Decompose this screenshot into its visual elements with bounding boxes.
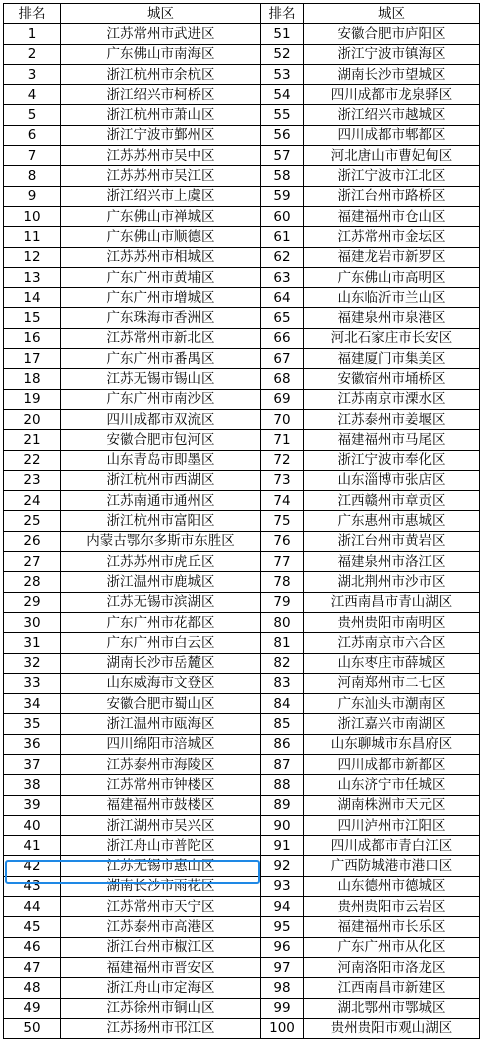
district-cell: 安徽宿州市埇桥区 xyxy=(304,369,480,389)
rank-cell: 26 xyxy=(4,531,61,551)
rank-cell: 2 xyxy=(4,44,61,64)
district-cell: 江苏泰州市姜堰区 xyxy=(304,409,480,429)
district-cell: 广东广州市南沙区 xyxy=(61,389,261,409)
rank-cell: 30 xyxy=(4,612,61,632)
rank-cell: 75 xyxy=(261,511,304,531)
district-cell: 浙江嘉兴市南湖区 xyxy=(304,714,480,734)
rank-cell: 93 xyxy=(261,876,304,896)
district-cell: 河北石家庄市长安区 xyxy=(304,328,480,348)
district-cell: 江苏徐州市铜山区 xyxy=(61,998,261,1018)
rank-cell: 86 xyxy=(261,734,304,754)
table-row xyxy=(4,409,480,429)
district-cell: 浙江台州市椒江区 xyxy=(61,937,261,957)
rank-cell: 87 xyxy=(261,754,304,774)
district-cell: 江苏苏州市相城区 xyxy=(61,247,261,267)
table-row xyxy=(4,917,480,937)
district-cell: 浙江杭州市余杭区 xyxy=(61,64,261,84)
district-cell: 山东德州市德城区 xyxy=(304,876,480,896)
district-cell: 浙江杭州市富阳区 xyxy=(61,511,261,531)
district-cell: 浙江宁波市奉化区 xyxy=(304,450,480,470)
district-cell: 江苏常州市金坛区 xyxy=(304,227,480,247)
rank-cell: 78 xyxy=(261,572,304,592)
rank-cell: 94 xyxy=(261,897,304,917)
table-row xyxy=(4,876,480,896)
rank-cell: 77 xyxy=(261,552,304,572)
district-cell: 福建福州市仓山区 xyxy=(304,206,480,226)
rank-cell: 19 xyxy=(4,389,61,409)
district-cell: 浙江绍兴市越城区 xyxy=(304,105,480,125)
rank-header: 排名 xyxy=(4,4,61,24)
table-row xyxy=(4,64,480,84)
district-cell: 江西赣州市章贡区 xyxy=(304,491,480,511)
district-cell: 广东佛山市禅城区 xyxy=(61,206,261,226)
rank-cell: 72 xyxy=(261,450,304,470)
rank-cell: 46 xyxy=(4,937,61,957)
district-cell: 湖北鄂州市鄂城区 xyxy=(304,998,480,1018)
district-cell: 四川成都市新都区 xyxy=(304,754,480,774)
rank-cell: 88 xyxy=(261,775,304,795)
rank-cell: 29 xyxy=(4,592,61,612)
rank-cell: 65 xyxy=(261,308,304,328)
district-cell: 福建厦门市集美区 xyxy=(304,349,480,369)
rank-cell: 1 xyxy=(4,24,61,44)
rank-cell: 4 xyxy=(4,85,61,105)
district-cell: 浙江杭州市萧山区 xyxy=(61,105,261,125)
rank-cell: 41 xyxy=(4,836,61,856)
district-cell: 山东淄博市张店区 xyxy=(304,470,480,490)
rank-cell: 42 xyxy=(4,856,61,876)
rank-header: 排名 xyxy=(261,4,304,24)
rank-cell: 83 xyxy=(261,673,304,693)
table-row xyxy=(4,491,480,511)
district-cell: 河南郑州市二七区 xyxy=(304,673,480,693)
rank-cell: 62 xyxy=(261,247,304,267)
rank-cell: 28 xyxy=(4,572,61,592)
rank-cell: 13 xyxy=(4,267,61,287)
district-cell: 福建泉州市洛江区 xyxy=(304,552,480,572)
table-row xyxy=(4,592,480,612)
district-cell: 浙江绍兴市上虞区 xyxy=(61,186,261,206)
district-cell: 广东广州市白云区 xyxy=(61,633,261,653)
rank-cell: 12 xyxy=(4,247,61,267)
rank-cell: 6 xyxy=(4,125,61,145)
table-row xyxy=(4,694,480,714)
rank-cell: 71 xyxy=(261,430,304,450)
district-cell: 四川泸州市江阳区 xyxy=(304,815,480,835)
table-row xyxy=(4,836,480,856)
table-row xyxy=(4,815,480,835)
district-cell: 江苏南京市溧水区 xyxy=(304,389,480,409)
district-cell: 浙江舟山市普陀区 xyxy=(61,836,261,856)
rank-cell: 91 xyxy=(261,836,304,856)
district-cell: 四川成都市郫都区 xyxy=(304,125,480,145)
district-cell: 贵州贵阳市云岩区 xyxy=(304,897,480,917)
table-row xyxy=(4,856,480,876)
table-row xyxy=(4,288,480,308)
table-row xyxy=(4,349,480,369)
district-cell: 山东青岛市即墨区 xyxy=(61,450,261,470)
district-cell: 贵州贵阳市南明区 xyxy=(304,612,480,632)
ranking-table xyxy=(3,3,480,1039)
table-row xyxy=(4,673,480,693)
rank-cell: 90 xyxy=(261,815,304,835)
district-cell: 四川成都市龙泉驿区 xyxy=(304,85,480,105)
district-cell: 浙江湖州市吴兴区 xyxy=(61,815,261,835)
rank-cell: 57 xyxy=(261,146,304,166)
table-row xyxy=(4,247,480,267)
table-row xyxy=(4,653,480,673)
district-cell: 浙江绍兴市柯桥区 xyxy=(61,85,261,105)
table-row xyxy=(4,308,480,328)
district-cell: 福建龙岩市新罗区 xyxy=(304,247,480,267)
rank-cell: 98 xyxy=(261,978,304,998)
rank-cell: 3 xyxy=(4,64,61,84)
district-cell: 安徽合肥市蜀山区 xyxy=(61,694,261,714)
rank-cell: 56 xyxy=(261,125,304,145)
rank-cell: 14 xyxy=(4,288,61,308)
rank-cell: 7 xyxy=(4,146,61,166)
district-cell: 广东广州市番禺区 xyxy=(61,349,261,369)
table-row xyxy=(4,328,480,348)
rank-cell: 33 xyxy=(4,673,61,693)
rank-cell: 43 xyxy=(4,876,61,896)
rank-cell: 76 xyxy=(261,531,304,551)
table-row xyxy=(4,572,480,592)
table-row xyxy=(4,998,480,1018)
rank-cell: 35 xyxy=(4,714,61,734)
district-cell: 内蒙古鄂尔多斯市东胜区 xyxy=(61,531,261,551)
district-cell: 广东广州市花都区 xyxy=(61,612,261,632)
rank-cell: 9 xyxy=(4,186,61,206)
table-row xyxy=(4,227,480,247)
table-row xyxy=(4,430,480,450)
rank-cell: 23 xyxy=(4,470,61,490)
rank-cell: 36 xyxy=(4,734,61,754)
rank-cell: 60 xyxy=(261,206,304,226)
table-body xyxy=(4,24,480,1039)
district-cell: 湖北荆州市沙市区 xyxy=(304,572,480,592)
rank-cell: 67 xyxy=(261,349,304,369)
district-cell: 浙江舟山市定海区 xyxy=(61,978,261,998)
rank-cell: 63 xyxy=(261,267,304,287)
rank-cell: 10 xyxy=(4,206,61,226)
rank-cell: 69 xyxy=(261,389,304,409)
district-cell: 江苏扬州市邗江区 xyxy=(61,1018,261,1038)
table-row xyxy=(4,44,480,64)
district-cell: 福建福州市鼓楼区 xyxy=(61,795,261,815)
table-row xyxy=(4,389,480,409)
table-row xyxy=(4,105,480,125)
rank-cell: 89 xyxy=(261,795,304,815)
table-row xyxy=(4,186,480,206)
district-cell: 浙江台州市路桥区 xyxy=(304,186,480,206)
district-cell: 浙江台州市黄岩区 xyxy=(304,531,480,551)
rank-cell: 38 xyxy=(4,775,61,795)
table-row xyxy=(4,206,480,226)
district-header: 城区 xyxy=(61,4,261,24)
district-cell: 江苏苏州市吴中区 xyxy=(61,146,261,166)
district-cell: 山东济宁市任城区 xyxy=(304,775,480,795)
rank-cell: 70 xyxy=(261,409,304,429)
rank-cell: 20 xyxy=(4,409,61,429)
district-cell: 浙江温州市瓯海区 xyxy=(61,714,261,734)
rank-cell: 48 xyxy=(4,978,61,998)
district-cell: 广西防城港市港口区 xyxy=(304,856,480,876)
table-row xyxy=(4,633,480,653)
rank-cell: 17 xyxy=(4,349,61,369)
district-cell: 湖南长沙市望城区 xyxy=(304,64,480,84)
district-cell: 湖南长沙市岳麓区 xyxy=(61,653,261,673)
rank-cell: 80 xyxy=(261,612,304,632)
rank-cell: 34 xyxy=(4,694,61,714)
table-row xyxy=(4,734,480,754)
rank-cell: 18 xyxy=(4,369,61,389)
district-cell: 广东佛山市顺德区 xyxy=(61,227,261,247)
district-cell: 江苏南京市六合区 xyxy=(304,633,480,653)
district-cell: 广东汕头市潮南区 xyxy=(304,694,480,714)
rank-cell: 96 xyxy=(261,937,304,957)
rank-cell: 51 xyxy=(261,24,304,44)
rank-cell: 40 xyxy=(4,815,61,835)
rank-cell: 53 xyxy=(261,64,304,84)
rank-cell: 66 xyxy=(261,328,304,348)
district-cell: 贵州贵阳市观山湖区 xyxy=(304,1018,480,1038)
rank-cell: 73 xyxy=(261,470,304,490)
rank-cell: 97 xyxy=(261,957,304,977)
rank-cell: 50 xyxy=(4,1018,61,1038)
table-header-row xyxy=(4,4,480,24)
district-cell: 四川成都市青白江区 xyxy=(304,836,480,856)
district-cell: 江苏常州市新北区 xyxy=(61,328,261,348)
rank-cell: 16 xyxy=(4,328,61,348)
district-cell: 福建福州市长乐区 xyxy=(304,917,480,937)
district-cell: 江苏无锡市滨湖区 xyxy=(61,592,261,612)
rank-cell: 8 xyxy=(4,166,61,186)
district-cell: 江苏常州市天宁区 xyxy=(61,897,261,917)
district-cell: 山东临沂市兰山区 xyxy=(304,288,480,308)
district-cell: 山东聊城市东昌府区 xyxy=(304,734,480,754)
rank-cell: 15 xyxy=(4,308,61,328)
rank-cell: 58 xyxy=(261,166,304,186)
table-row xyxy=(4,267,480,287)
table-row xyxy=(4,470,480,490)
table-row xyxy=(4,125,480,145)
table-row xyxy=(4,24,480,44)
rank-cell: 81 xyxy=(261,633,304,653)
district-cell: 江西南昌市新建区 xyxy=(304,978,480,998)
district-cell: 广东广州市增城区 xyxy=(61,288,261,308)
rank-cell: 27 xyxy=(4,552,61,572)
rank-cell: 54 xyxy=(261,85,304,105)
district-cell: 安徽合肥市包河区 xyxy=(61,430,261,450)
rank-cell: 39 xyxy=(4,795,61,815)
rank-cell: 44 xyxy=(4,897,61,917)
rank-cell: 32 xyxy=(4,653,61,673)
rank-cell: 100 xyxy=(261,1018,304,1038)
table-row xyxy=(4,754,480,774)
district-cell: 四川绵阳市涪城区 xyxy=(61,734,261,754)
district-cell: 浙江杭州市西湖区 xyxy=(61,470,261,490)
rank-cell: 22 xyxy=(4,450,61,470)
table-row xyxy=(4,166,480,186)
table-row xyxy=(4,146,480,166)
district-cell: 浙江宁波市江北区 xyxy=(304,166,480,186)
rank-cell: 25 xyxy=(4,511,61,531)
rank-cell: 59 xyxy=(261,186,304,206)
table-row xyxy=(4,450,480,470)
district-cell: 山东枣庄市薛城区 xyxy=(304,653,480,673)
table-row xyxy=(4,85,480,105)
district-cell: 江苏常州市武进区 xyxy=(61,24,261,44)
table-row xyxy=(4,552,480,572)
district-cell: 江苏苏州市吴江区 xyxy=(61,166,261,186)
rank-cell: 79 xyxy=(261,592,304,612)
rank-cell: 45 xyxy=(4,917,61,937)
rank-cell: 85 xyxy=(261,714,304,734)
district-cell: 浙江宁波市镇海区 xyxy=(304,44,480,64)
district-cell: 福建福州市晋安区 xyxy=(61,957,261,977)
district-cell: 江苏南通市通州区 xyxy=(61,491,261,511)
district-header: 城区 xyxy=(304,4,480,24)
rank-cell: 47 xyxy=(4,957,61,977)
district-cell: 广东广州市黄埔区 xyxy=(61,267,261,287)
district-cell: 广东珠海市香洲区 xyxy=(61,308,261,328)
district-cell: 四川成都市双流区 xyxy=(61,409,261,429)
table-row xyxy=(4,511,480,531)
table-row xyxy=(4,775,480,795)
rank-cell: 95 xyxy=(261,917,304,937)
table-row xyxy=(4,1018,480,1038)
rank-cell: 11 xyxy=(4,227,61,247)
table-row xyxy=(4,795,480,815)
district-cell: 江苏苏州市虎丘区 xyxy=(61,552,261,572)
district-cell: 安徽合肥市庐阳区 xyxy=(304,24,480,44)
table-row xyxy=(4,897,480,917)
rank-cell: 99 xyxy=(261,998,304,1018)
rank-cell: 21 xyxy=(4,430,61,450)
district-cell: 广东佛山市南海区 xyxy=(61,44,261,64)
rank-cell: 74 xyxy=(261,491,304,511)
district-cell: 江苏常州市钟楼区 xyxy=(61,775,261,795)
district-cell: 广东惠州市惠城区 xyxy=(304,511,480,531)
table-row xyxy=(4,531,480,551)
district-cell: 江苏无锡市锡山区 xyxy=(61,369,261,389)
rank-cell: 55 xyxy=(261,105,304,125)
table-row xyxy=(4,937,480,957)
rank-cell: 49 xyxy=(4,998,61,1018)
district-cell: 广东广州市从化区 xyxy=(304,937,480,957)
rank-cell: 61 xyxy=(261,227,304,247)
district-cell: 江苏泰州市高港区 xyxy=(61,917,261,937)
rank-cell: 5 xyxy=(4,105,61,125)
rank-cell: 84 xyxy=(261,694,304,714)
district-cell: 浙江宁波市鄞州区 xyxy=(61,125,261,145)
rank-cell: 64 xyxy=(261,288,304,308)
district-cell: 福建泉州市泉港区 xyxy=(304,308,480,328)
district-cell: 浙江温州市鹿城区 xyxy=(61,572,261,592)
table-row xyxy=(4,957,480,977)
rank-cell: 52 xyxy=(261,44,304,64)
rank-cell: 31 xyxy=(4,633,61,653)
table-row xyxy=(4,369,480,389)
district-cell: 江苏泰州市海陵区 xyxy=(61,754,261,774)
table-row xyxy=(4,714,480,734)
table-row xyxy=(4,612,480,632)
rank-cell: 37 xyxy=(4,754,61,774)
rank-cell: 82 xyxy=(261,653,304,673)
district-cell: 湖南株洲市天元区 xyxy=(304,795,480,815)
district-cell: 江苏无锡市惠山区 xyxy=(61,856,261,876)
rank-cell: 24 xyxy=(4,491,61,511)
district-cell: 江西南昌市青山湖区 xyxy=(304,592,480,612)
rank-cell: 68 xyxy=(261,369,304,389)
table-row xyxy=(4,978,480,998)
district-cell: 山东威海市文登区 xyxy=(61,673,261,693)
district-cell: 福建福州市马尾区 xyxy=(304,430,480,450)
district-cell: 广东佛山市高明区 xyxy=(304,267,480,287)
district-cell: 湖南长沙市雨花区 xyxy=(61,876,261,896)
district-cell: 河北唐山市曹妃甸区 xyxy=(304,146,480,166)
rank-cell: 92 xyxy=(261,856,304,876)
district-cell: 河南洛阳市洛龙区 xyxy=(304,957,480,977)
